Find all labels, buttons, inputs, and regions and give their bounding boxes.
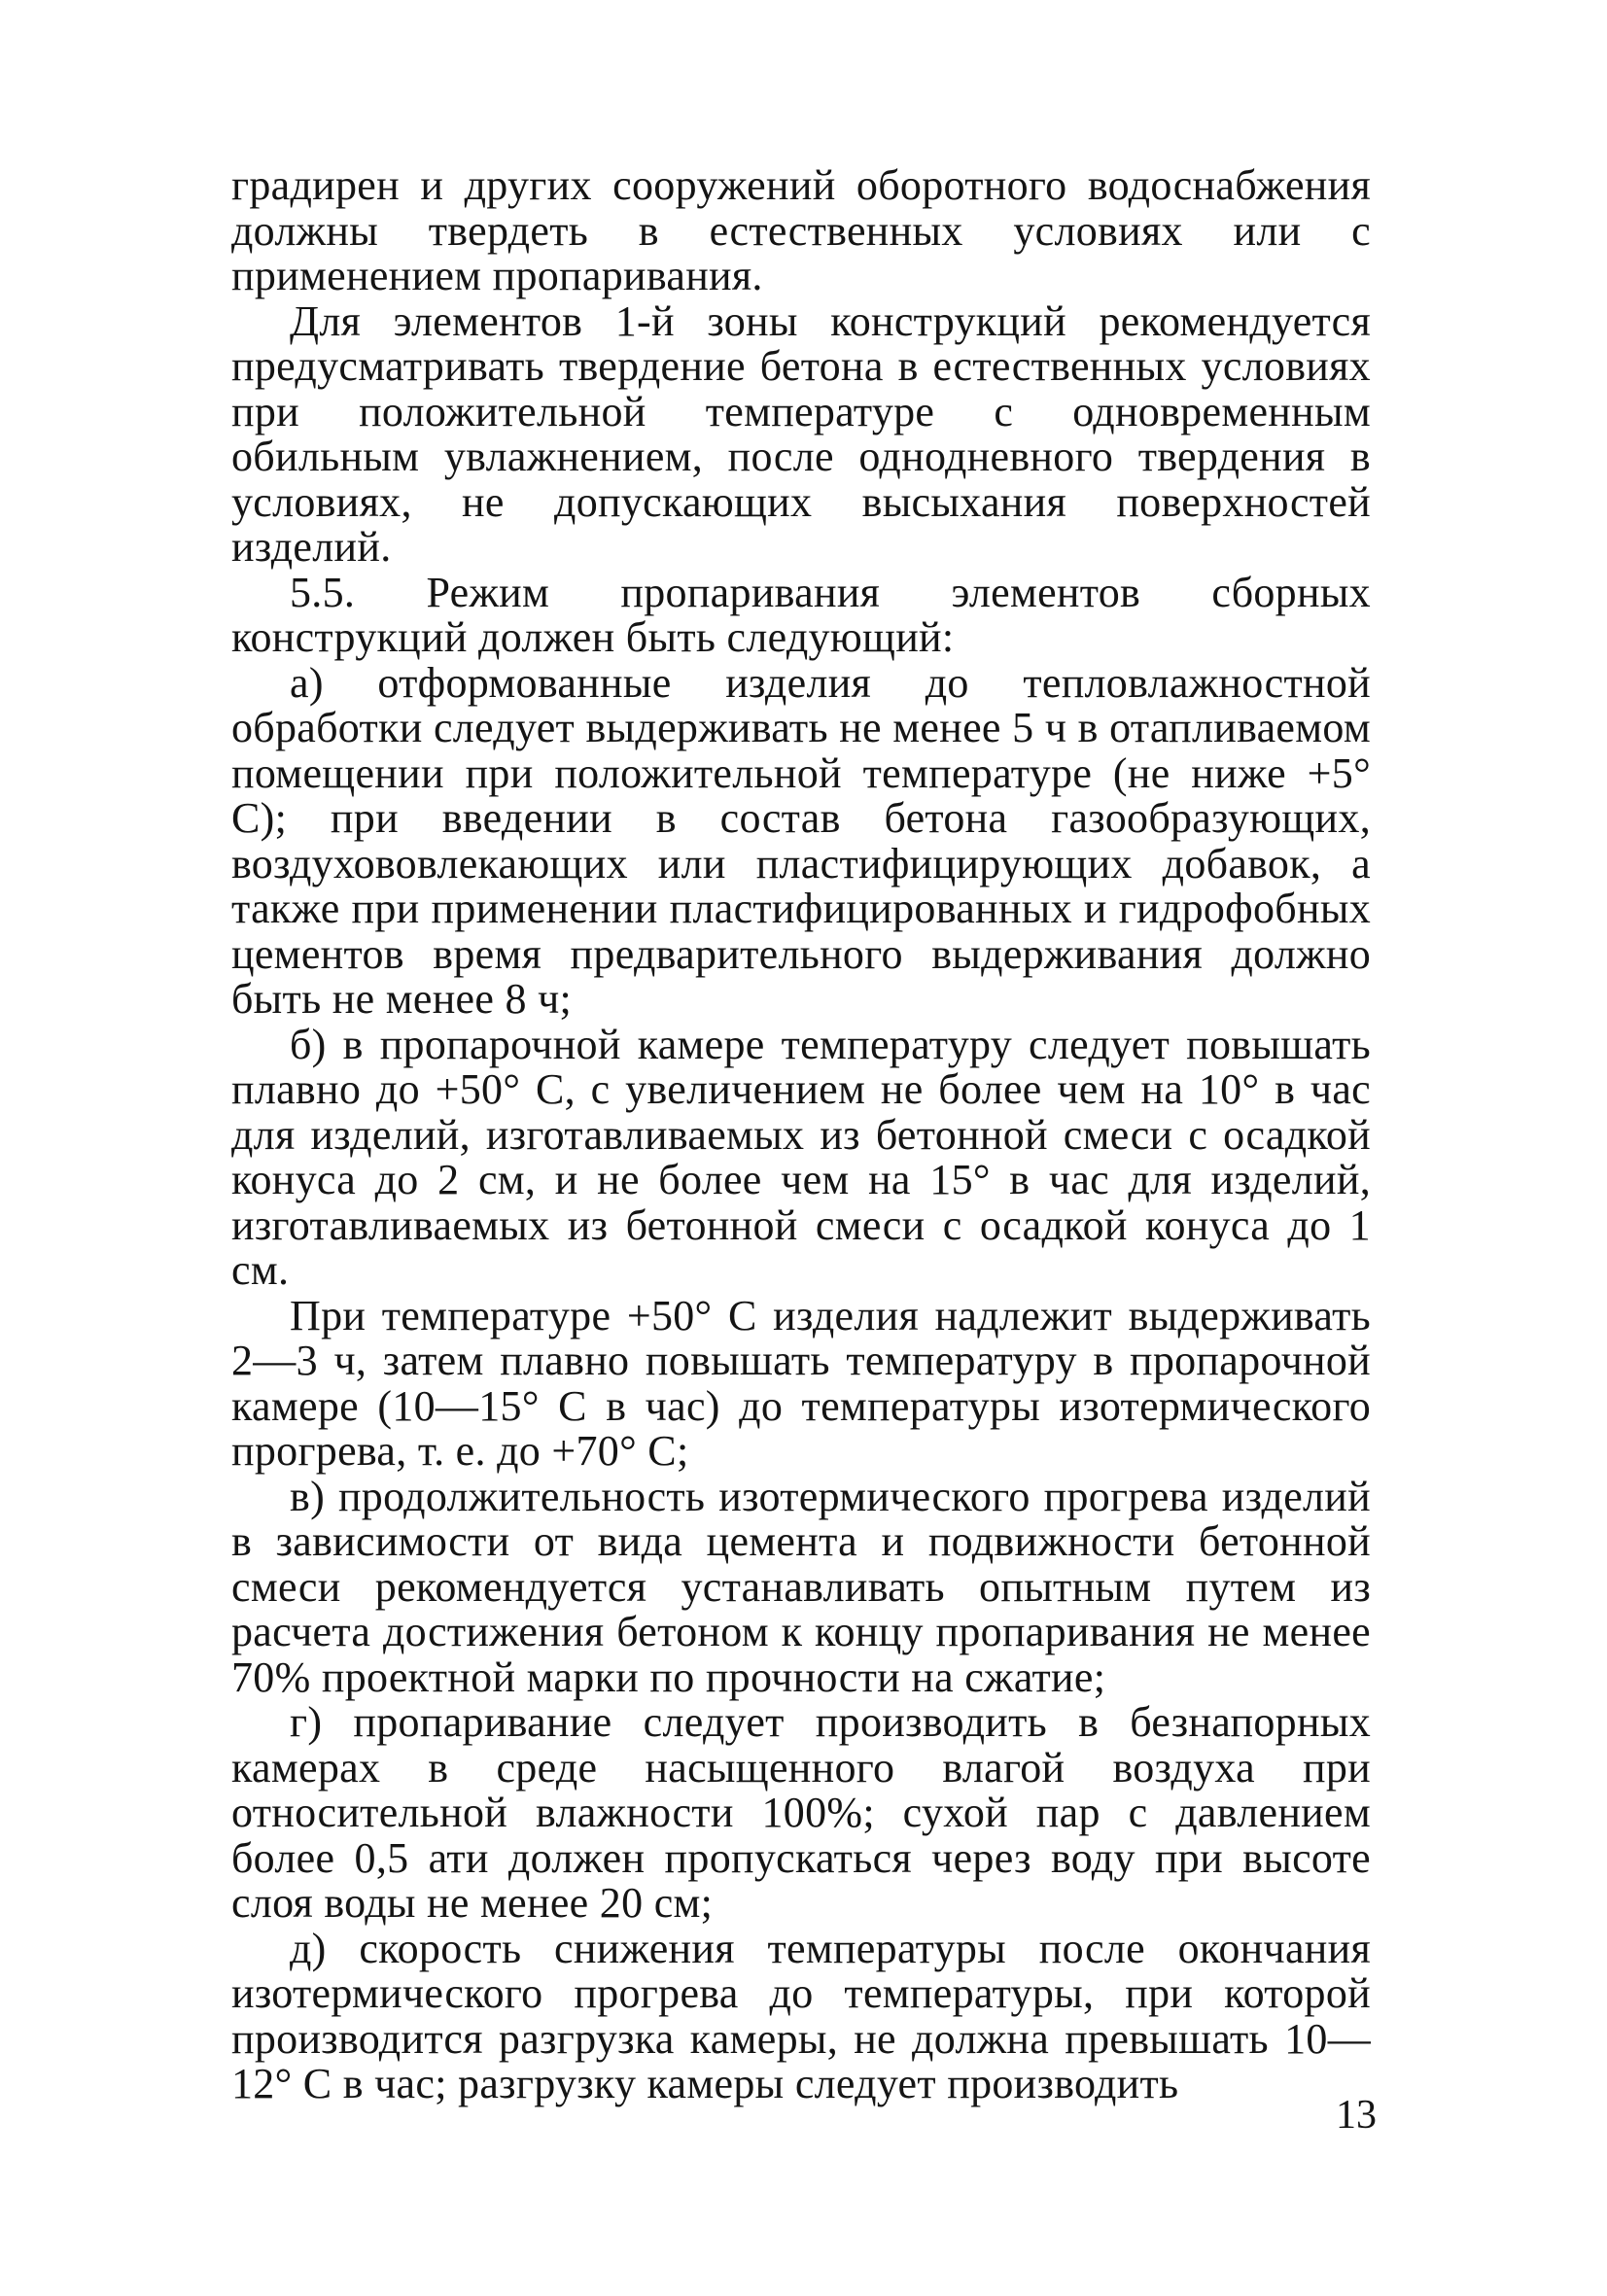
paragraph-temperature-50: При температуре +50° С изделия надлежит выдерживать 2—3 ч, затем плавно повышать температуру в пропарочной камере (10—15° С в час) до температуры изотермического прогрева, т. е. до +70° С; <box>231 1291 1371 1475</box>
paragraph-item-v: в) продолжительность изотермического прогрева изделий в зависимости от вида цемента и подвижности бетонной смеси рекомендуется устанавливать опытным путем из расчета достижения бетоном к концу пропаривания не менее 70% проектной марки по прочности на сжатие; <box>231 1472 1371 1701</box>
body-text <box>231 163 1371 2107</box>
paragraph-item-g: г) пропаривание следует производить в безнапорных камерах в среде насыщенного влагой воздуха при относительной влажности 100%; сухой пар с давлением более 0,5 ати должен пропускаться через воду при высоте слоя воды не менее 20 см; <box>231 1698 1371 1927</box>
paragraph-item-d: д) скорость снижения температуры после окончания изотермического прогрева до температуры, при которой производится разгрузка камеры, не должна превышать 10—12° С в час; разгрузку камеры следует производить <box>231 1924 1371 2107</box>
paragraph-item-a: а) отформованные изделия до тепловлажностной обработки следует выдерживать не менее 5 ч в отапливаемом помещении при положительной температуре (не ниже +5° С); при введении в состав бетона газообразующих, воздухововлекающих или пластифицирующих добавок, а также при применении пластифицированных и гидрофобных цементов время предварительного выдерживания должно быть не менее 8 ч; <box>231 658 1371 1023</box>
paragraph-zone-1: Для элементов 1-й зоны конструкций рекомендуется предусматривать твердение бетона в естественных условиях при положительной температуре с одновременным обильным увлажнением, после однодневного твердения в условиях, не допускающих высыхания поверхностей изделий. <box>231 296 1371 571</box>
paragraph-item-b: б) в пропарочной камере температуру следует повышать плавно до +50° С, с увеличением не более чем на 10° в час для изделий, изготавливаемых из бетонной смеси с осадкой конуса до 2 см, и не более чем на 15° в час для изделий, изготавливаемых из бетонной смеси с осадкой конуса до 1 см. <box>231 1020 1371 1294</box>
paragraph-5-5-heading: 5.5. Режим пропаривания элементов сборных конструкций должен быть следующий: <box>231 568 1371 661</box>
page-number: 13 <box>1336 2093 1377 2138</box>
paragraph-continuation: градирен и других сооружений оборотного водоснабжения должны твердеть в естественных условиях или с применением пропаривания. <box>231 161 1371 299</box>
